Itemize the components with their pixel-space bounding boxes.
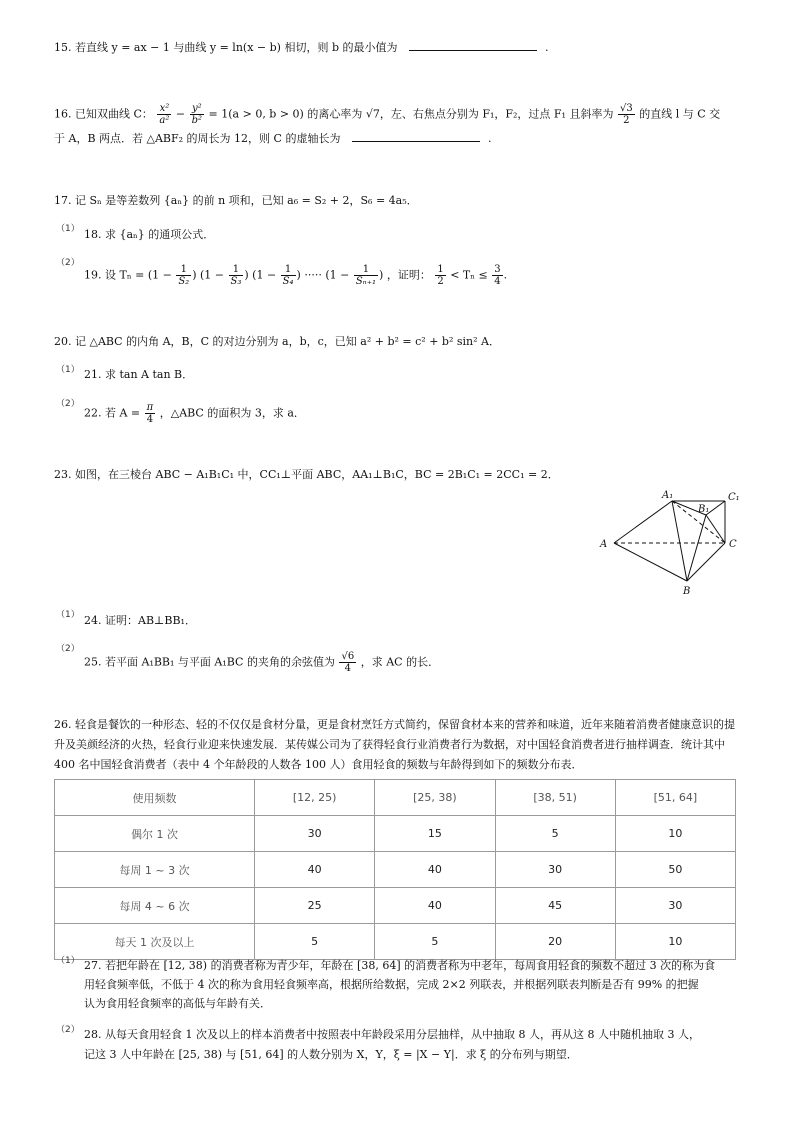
question-number: 23. <box>54 468 72 481</box>
table-cell: 40 <box>375 852 495 888</box>
table-cell: 5 <box>495 816 615 852</box>
edge-B1-C <box>706 515 725 543</box>
fraction-1-Sn1: $\frac{1}{\text{Sₙ₊₁}}$ <box>355 264 377 287</box>
question-17: 17. 记 Sₙ 是等差数列 {aₙ} 的前 n 项和，已知 a₆ = S₂ + 2，S₆ = 4a₅． <box>54 194 418 207</box>
fraction-y2-b2: $\frac{\text{y²}}{\text{b²}}$ <box>191 103 203 126</box>
question-22: 22. 若 A = $\frac{\pi}{4}$ ，△ABC 的面积为 3，求 a． <box>84 402 305 425</box>
sub-label: （1） <box>56 956 80 966</box>
table-header-row <box>55 780 736 816</box>
question-27-line1: 27. 若把年龄在 [12, 38) 的消费者称为青少年，年龄在 [38, 64] 的消费者称为中老年，每周食用轻食的频数不超过 3 次的称为食 <box>84 959 716 972</box>
table-header: [51, 64] <box>615 780 735 816</box>
fraction-3-4: $\frac{3}{4}$ <box>494 264 501 287</box>
table-cell: 40 <box>255 852 375 888</box>
table-cell: 5 <box>375 924 495 960</box>
fraction-sqrt3-2: $\frac{√3}{2}$ <box>619 103 633 126</box>
sub-label: （1） <box>56 224 80 234</box>
edge-A-B <box>614 543 687 581</box>
label-A: A <box>600 539 608 550</box>
table-cell: 每周 4 ~ 6 次 <box>55 888 255 924</box>
question-16-line1: 16. 已知双曲线 C： $\frac{\text{x²}}{\text{a²}}$ − $\frac{\text{y²}}{\text{b²}}$ = 1(a > 0, b > 0) 的离心率为 √7，左、右焦点分别为 F₁，F₂，过点 F₁ 且斜率为 $\frac{√3}{2}$ 的直线 l 与 C 交 <box>54 103 721 126</box>
question-number: 24. <box>84 614 102 627</box>
fraction-1-2: $\frac{1}{2}$ <box>437 264 444 287</box>
question-21: 21. 求 tan A tan B． <box>84 368 194 381</box>
question-number: 18. <box>84 228 102 241</box>
fraction-x2-a2: $\frac{\text{x²}}{\text{a²}}$ <box>159 103 170 126</box>
answer-blank[interactable] <box>352 131 480 142</box>
table-header: [25, 38) <box>375 780 495 816</box>
table-header: [38, 51) <box>495 780 615 816</box>
table-cell: 15 <box>375 816 495 852</box>
table-cell: 5 <box>255 924 375 960</box>
table-cell: 每天 1 次及以上 <box>55 924 255 960</box>
question-number: 15. <box>54 41 72 54</box>
table-cell: 45 <box>495 888 615 924</box>
table-cell: 30 <box>255 816 375 852</box>
question-23: 23. 如图，在三棱台 ABC − A₁B₁C₁ 中，CC₁⊥平面 ABC，AA₁⊥B₁C，BC = 2B₁C₁ = 2CC₁ = 2． <box>54 468 559 481</box>
question-19: 19. 设 Tₙ = (1 − $\frac{1}{\text{S₂}}$ ) (1 − $\frac{1}{\text{S₃}}$ ) (1 − $\frac{1}{\text{S₄}}$ ) ····· (1 − $\frac{1}{\text{Sₙ₊₁}}$ ) ，证明： $\frac{1}{2}$ < Tₙ ≤ $\frac{3}{4}$ . <box>84 264 508 287</box>
table-row <box>55 888 736 924</box>
sub-label: （2） <box>56 258 80 268</box>
label-B: B <box>683 586 691 597</box>
question-27-line3: 认为食用轻食频率的高低与年龄有关． <box>84 997 271 1010</box>
table-cell: 40 <box>375 888 495 924</box>
fraction-1-S4: $\frac{1}{\text{S₄}}$ <box>282 264 294 287</box>
sub-label: （1） <box>56 610 80 620</box>
edge-A-A1 <box>614 501 672 543</box>
label-C1: C₁ <box>728 492 740 503</box>
table-header: [12, 25) <box>255 780 375 816</box>
question-number: 17. <box>54 194 72 207</box>
question-text: 若直线 y = ax − 1 与曲线 y = ln(x − b) 相切，则 b 的最小值为 <box>75 41 398 54</box>
label-B1: B₁ <box>698 504 710 515</box>
sub-label: （1） <box>56 365 80 375</box>
table-cell: 10 <box>615 816 735 852</box>
question-number: 21. <box>84 368 102 381</box>
question-number: 16. <box>54 107 72 121</box>
question-number: 19. <box>84 268 102 282</box>
question-26: 26. 轻食是餐饮的一种形态、轻的不仅仅是食材分量，更是食材烹饪方式简约，保留食材本来的营养和味道，近年来随着消费者健康意识的提升及美颜经济的火热，轻食行业迎来快速发展．某传媒公司为了获得轻食行业消费者行为数据，对中国轻食消费者进行抽样调查．统计其中 400 名中国轻食消费者（表中 4 个年龄段的人数各 100 人）食用轻食的频数与年龄得到如下的频数分布表． <box>54 718 735 771</box>
table-row <box>55 924 736 960</box>
question-25: 25. 若平面 A₁BB₁ 与平面 A₁BC 的夹角的余弦值为 $\frac{√6}{4}$ ，求 AC 的长． <box>84 651 440 674</box>
question-28-line2: 记这 3 人中年龄在 [25, 38) 与 [51, 64] 的人数分别为 X，Y，ξ = |X − Y|．求 ξ 的分布列与期望． <box>84 1048 578 1061</box>
question-28-line1: 28. 从每天食用轻食 1 次及以上的样本消费者中按照表中年龄段采用分层抽样，从中抽取 8 人，再从这 8 人中随机抽取 3 人， <box>84 1028 700 1041</box>
question-18: 18. 求 {aₙ} 的通项公式． <box>84 228 215 241</box>
question-16-line2: 于 A，B 两点．若 △ABF₂ 的周长为 12，则 C 的虚轴长为 . <box>54 132 492 145</box>
question-number: 25. <box>84 655 102 669</box>
table-cell: 30 <box>495 852 615 888</box>
frustum-figure <box>592 488 752 600</box>
edge-A1-B <box>672 501 687 581</box>
question-20: 20. 记 △ABC 的内角 A，B，C 的对边分别为 a，b，c，已知 a² + b² = c² + b² sin² A． <box>54 335 500 348</box>
frequency-table <box>54 779 736 960</box>
table-cell: 25 <box>255 888 375 924</box>
sub-label: （2） <box>56 399 80 409</box>
table-cell: 30 <box>615 888 735 924</box>
fraction-pi-4: $\frac{\pi}{4}$ <box>146 402 154 425</box>
table-cell: 每周 1 ~ 3 次 <box>55 852 255 888</box>
question-15: 15. 若直线 y = ax − 1 与曲线 y = ln(x − b) 相切，则 b 的最小值为 . <box>54 41 549 54</box>
sub-label: （2） <box>56 1025 80 1035</box>
question-24: 24. 证明：AB⊥BB₁． <box>84 614 196 627</box>
question-number: 22. <box>84 406 102 420</box>
table-row <box>55 852 736 888</box>
question-number: 26. <box>54 718 72 731</box>
fraction-sqrt6-4: $\frac{√6}{4}$ <box>341 651 355 674</box>
table-row <box>55 816 736 852</box>
label-A1: A₁ <box>662 490 674 501</box>
table-cell: 50 <box>615 852 735 888</box>
fraction-1-S3: $\frac{1}{\text{S₃}}$ <box>230 264 242 287</box>
question-number: 20. <box>54 335 72 348</box>
table-cell: 20 <box>495 924 615 960</box>
table-cell: 偶尔 1 次 <box>55 816 255 852</box>
label-C: C <box>729 539 737 550</box>
sub-label: （2） <box>56 644 80 654</box>
table-cell: 10 <box>615 924 735 960</box>
fraction-1-S2: $\frac{1}{\text{S₂}}$ <box>178 264 190 287</box>
answer-blank[interactable] <box>409 40 537 51</box>
question-number: 28. <box>84 1028 102 1041</box>
question-number: 27. <box>84 959 102 972</box>
question-27-line2: 用轻食频率低，不低于 4 次的称为食用轻食频率高，根据所给数据，完成 2×2 列联表，并根据列联表判断是否有 99% 的把握 <box>84 978 699 991</box>
table-header: 使用频数 <box>55 780 255 816</box>
